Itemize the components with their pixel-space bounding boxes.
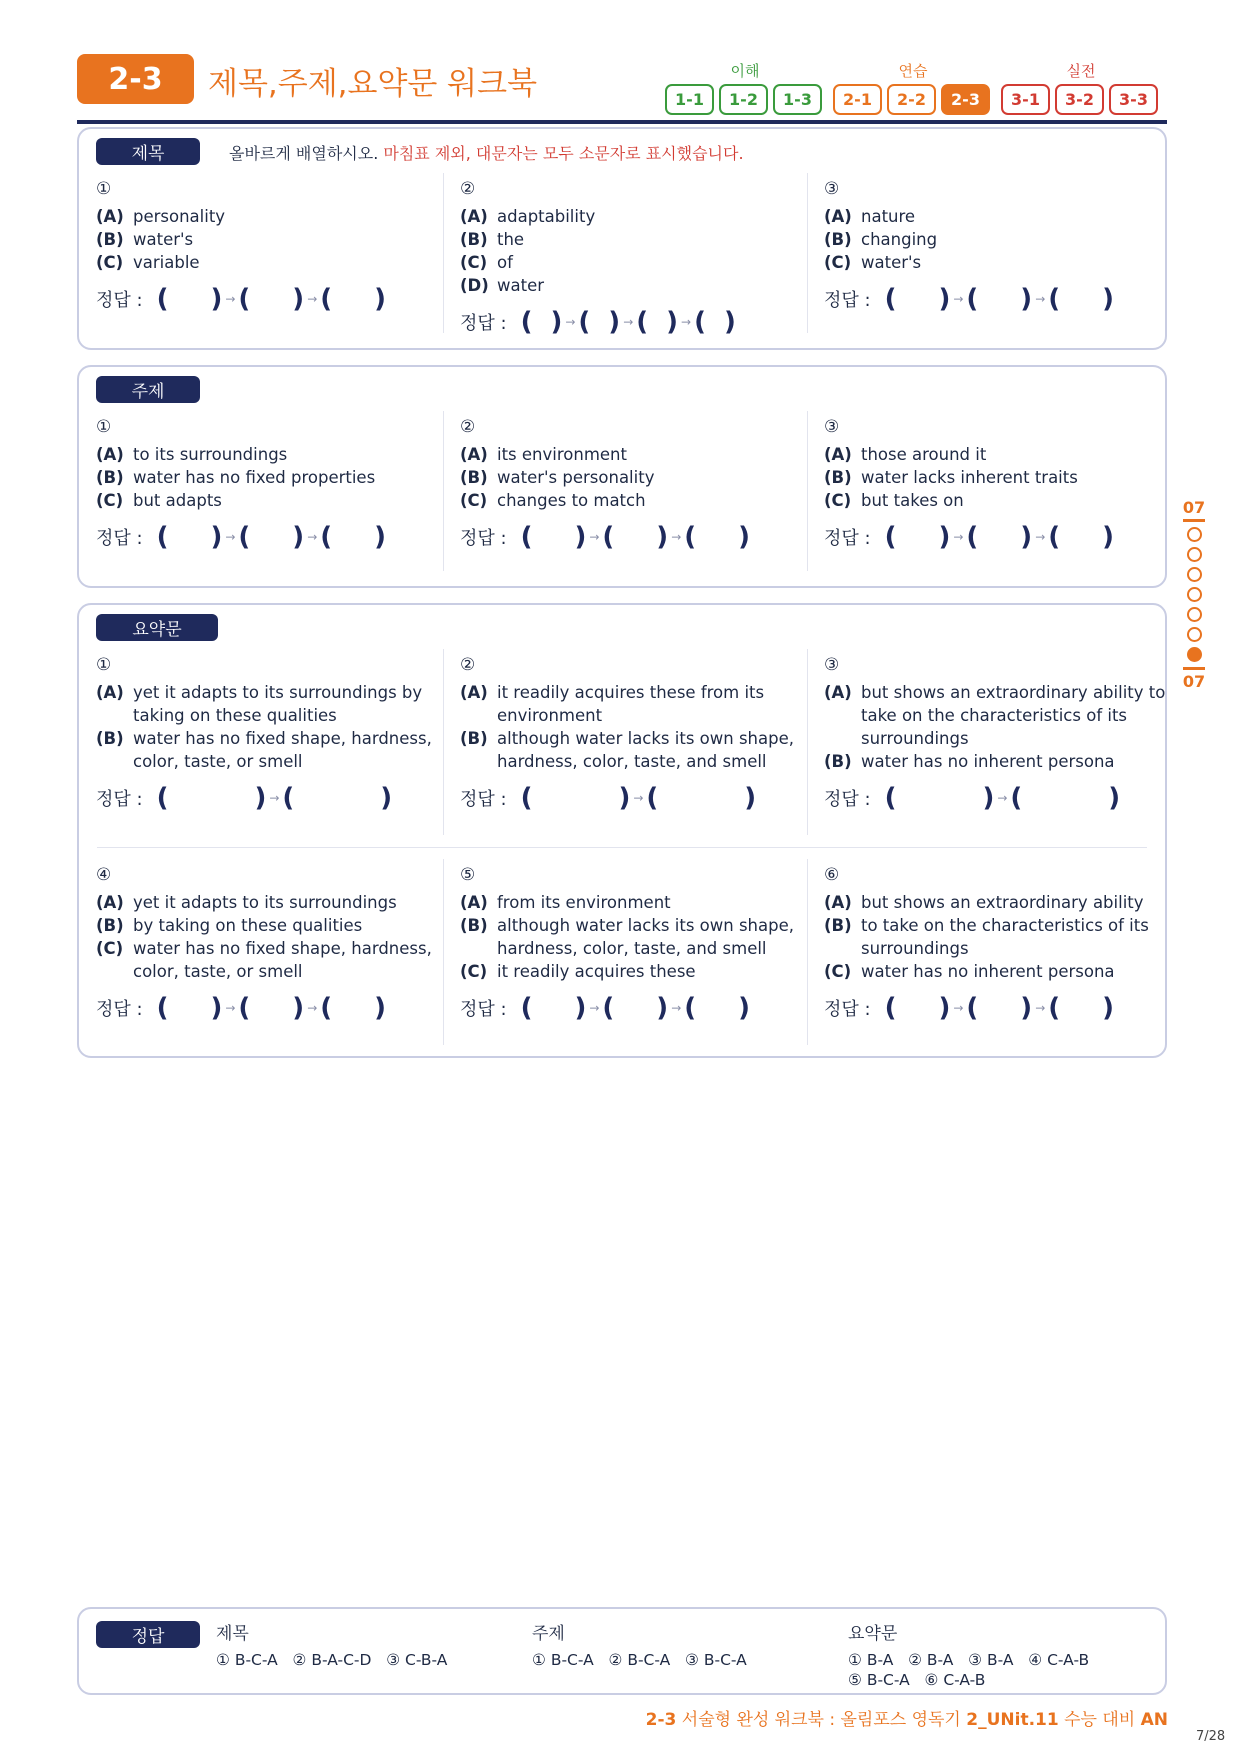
option-line <box>96 466 441 489</box>
option-line <box>460 891 805 914</box>
option-text: changing <box>861 230 938 249</box>
page-dot-icon <box>1187 627 1202 642</box>
section-label-summary: 요약문 <box>96 614 218 641</box>
answer-label: 정답 : <box>460 528 507 549</box>
option-line <box>460 681 805 727</box>
option-text: but adapts <box>133 491 222 510</box>
page-dot-icon <box>1187 547 1202 562</box>
option-letter: (A) <box>460 893 488 912</box>
option-text: water <box>497 276 545 295</box>
answer-slot[interactable]: ( ) <box>520 522 587 552</box>
answer-key-column-title: 제목 <box>216 1624 249 1644</box>
arrow-icon: → <box>997 791 1008 805</box>
answer-row <box>96 783 441 813</box>
answer-slot[interactable]: ( ) <box>684 522 751 552</box>
footer-unit: 2_UNit.11 <box>966 1710 1059 1730</box>
page-dot-icon <box>1187 527 1202 542</box>
option-line <box>96 251 441 274</box>
question-number: ① <box>96 655 112 675</box>
arrow-icon: → <box>589 530 600 544</box>
section-label-theme: 주제 <box>96 376 200 403</box>
answer-label: 정답 : <box>824 290 871 311</box>
option-text: nature <box>861 207 916 226</box>
row-divider <box>97 847 1147 848</box>
indicator-dots <box>1180 527 1208 662</box>
answer-slot[interactable]: ( ) <box>520 993 587 1023</box>
tab-2-2[interactable]: 2-2 <box>887 84 936 115</box>
question-number: ⑤ <box>460 865 476 885</box>
question-number: ② <box>460 417 476 437</box>
tab-3-3[interactable]: 3-3 <box>1109 84 1158 115</box>
answer-slot[interactable]: ( ) <box>966 993 1033 1023</box>
question-summary-5 <box>460 865 805 1023</box>
option-text: adaptability <box>497 207 596 226</box>
option-line <box>824 251 1169 274</box>
tab-3-2[interactable]: 3-2 <box>1055 84 1104 115</box>
arrow-icon: → <box>269 791 280 805</box>
answer-label: 정답 : <box>96 290 143 311</box>
arrow-icon: → <box>623 315 634 329</box>
option-line <box>96 937 441 983</box>
option-text: to its surroundings <box>133 445 288 464</box>
answer-row <box>824 783 1169 813</box>
answer-key-column-title: 주제 <box>532 1624 565 1644</box>
option-line <box>824 750 1169 773</box>
option-letter: (B) <box>460 468 488 487</box>
answer-slot[interactable]: ( ) <box>1048 284 1115 314</box>
option-text: of <box>497 253 513 272</box>
option-line <box>96 489 441 512</box>
section-theme <box>77 365 1167 588</box>
footer-text-2: 수능 대비 <box>1058 1710 1141 1730</box>
answer-key-items: ① B-A ② B-A ③ B-A ④ C-A-B ⑤ B-C-A ⑥ C-A-B <box>848 1651 1090 1689</box>
answer-key-summary <box>848 1619 1089 1690</box>
column-divider <box>443 859 444 1045</box>
answer-slot[interactable]: ( ) <box>1048 522 1115 552</box>
question-summary-3 <box>824 655 1169 813</box>
answer-key-column-title: 요약문 <box>848 1624 898 1644</box>
group-label-understand: 이해 <box>730 62 760 80</box>
option-letter: (B) <box>96 729 124 748</box>
question-theme-3 <box>824 417 1169 552</box>
option-letter: (A) <box>96 683 124 702</box>
option-text: changes to match <box>497 491 646 510</box>
option-line <box>96 205 441 228</box>
answer-slot[interactable]: ( ) <box>520 783 631 813</box>
option-text: water's <box>133 230 194 249</box>
answer-row <box>460 993 805 1023</box>
option-letter: (A) <box>460 207 488 226</box>
answer-slot[interactable]: ( ) <box>238 284 305 314</box>
option-line <box>96 914 441 937</box>
option-text: water has no fixed shape, hardness, color, taste, or smell <box>133 939 432 981</box>
option-line <box>96 681 441 727</box>
option-line <box>824 489 1169 512</box>
answer-slot[interactable]: ( ) <box>282 783 393 813</box>
option-letter: (A) <box>824 893 852 912</box>
tab-1-3[interactable]: 1-3 <box>773 84 822 115</box>
footer-lesson: 2-3 <box>645 1710 677 1730</box>
answer-slot[interactable]: ( ) <box>320 993 387 1023</box>
answer-key-label: 정답 <box>96 1621 200 1648</box>
arrow-icon: → <box>307 530 318 544</box>
answer-row <box>96 284 441 314</box>
arrow-icon: → <box>225 1001 236 1015</box>
option-letter: (A) <box>460 683 488 702</box>
option-text: by taking on these qualities <box>133 916 363 935</box>
page-number: 7/28 <box>1196 1729 1226 1744</box>
question-summary-2 <box>460 655 805 813</box>
answer-row <box>460 522 805 552</box>
option-text: the <box>497 230 525 249</box>
answer-slot[interactable]: ( ) <box>602 993 669 1023</box>
option-letter: (C) <box>824 962 852 981</box>
arrow-icon: → <box>1035 530 1046 544</box>
question-number: ③ <box>824 179 840 199</box>
answer-label: 정답 : <box>460 789 507 810</box>
option-letter: (D) <box>460 276 489 295</box>
option-letter: (A) <box>96 445 124 464</box>
option-line <box>460 960 805 983</box>
option-line <box>460 914 805 960</box>
question-number: ⑥ <box>824 865 840 885</box>
option-text: it readily acquires these from its environment <box>497 683 765 725</box>
lesson-badge: 2-3 <box>77 54 194 104</box>
arrow-icon: → <box>953 530 964 544</box>
question-title-3 <box>824 179 1169 314</box>
option-text: but takes on <box>861 491 964 510</box>
option-text: although water lacks its own shape, hardness, color, taste, and smell <box>497 729 794 771</box>
option-letter: (A) <box>96 893 124 912</box>
page-dot-icon <box>1187 587 1202 602</box>
arrow-icon: → <box>589 1001 600 1015</box>
tabs-practice <box>833 84 990 115</box>
tab-3-1[interactable]: 3-1 <box>1001 84 1050 115</box>
option-line <box>824 466 1169 489</box>
answer-key-theme <box>532 1619 747 1670</box>
answer-slot[interactable]: ( ) <box>1010 783 1121 813</box>
option-line <box>824 914 1169 960</box>
group-real <box>1001 60 1161 81</box>
answer-slot[interactable]: ( ) <box>966 284 1033 314</box>
option-letter: (B) <box>96 468 124 487</box>
option-line <box>824 205 1169 228</box>
arrow-icon: → <box>225 530 236 544</box>
question-theme-2 <box>460 417 805 552</box>
arrow-icon: → <box>953 292 964 306</box>
group-label-practice: 연습 <box>898 62 928 80</box>
answer-slot[interactable]: ( ) <box>156 993 223 1023</box>
option-line <box>824 960 1169 983</box>
option-text: water lacks inherent traits <box>861 468 1078 487</box>
option-line <box>96 228 441 251</box>
option-line <box>824 891 1169 914</box>
option-letter: (C) <box>96 491 124 510</box>
answer-row <box>460 783 805 813</box>
answer-slot[interactable]: ( ) <box>966 522 1033 552</box>
answer-label: 정답 : <box>824 528 871 549</box>
option-letter: (B) <box>96 230 124 249</box>
page-indicator-bottom: 07 <box>1182 672 1206 691</box>
option-text: yet it adapts to its surroundings <box>133 893 397 912</box>
column-divider <box>443 173 444 333</box>
option-line <box>460 489 805 512</box>
tab-2-3[interactable]: 2-3 <box>941 84 990 115</box>
arrow-icon: → <box>633 791 644 805</box>
option-letter: (C) <box>460 962 488 981</box>
group-label-real: 실전 <box>1066 62 1096 80</box>
option-text: although water lacks its own shape, hardness, color, taste, and smell <box>497 916 794 958</box>
option-letter: (B) <box>824 230 852 249</box>
option-letter: (A) <box>460 445 488 464</box>
answer-row <box>824 993 1169 1023</box>
answer-row <box>96 993 441 1023</box>
answer-slot[interactable]: ( ) <box>238 522 305 552</box>
column-divider <box>807 173 808 333</box>
column-divider <box>807 411 808 571</box>
answer-label: 정답 : <box>460 999 507 1020</box>
group-understand <box>665 60 825 81</box>
footer-text: 서술형 완성 워크북 : 올림포스 영독기 <box>676 1710 967 1730</box>
question-theme-1 <box>96 417 441 552</box>
tab-1-1[interactable]: 1-1 <box>665 84 714 115</box>
answer-slot[interactable]: ( ) <box>884 284 951 314</box>
answer-slot[interactable]: ( ) <box>694 307 736 337</box>
option-text: but shows an extraordinary ability to take on the characteristics of its surroundings <box>861 683 1166 748</box>
answer-key-items: ① B-C-A ② B-C-A ③ B-C-A <box>532 1651 747 1669</box>
page-indicator-top: 07 <box>1182 498 1206 517</box>
answer-slot[interactable]: ( ) <box>520 307 563 337</box>
option-line <box>824 443 1169 466</box>
answer-slot[interactable]: ( ) <box>320 284 387 314</box>
answer-row <box>824 284 1169 314</box>
option-text: water has no inherent persona <box>861 752 1115 771</box>
arrow-icon: → <box>1035 292 1046 306</box>
option-text: water has no fixed properties <box>133 468 376 487</box>
option-letter: (B) <box>460 230 488 249</box>
option-line <box>460 727 805 773</box>
group-practice <box>833 60 993 81</box>
section-summary <box>77 603 1167 1058</box>
option-text: water has no inherent persona <box>861 962 1115 981</box>
column-divider <box>807 859 808 1045</box>
answer-slot[interactable]: ( ) <box>320 522 387 552</box>
option-letter: (C) <box>460 491 488 510</box>
page-dot-icon <box>1187 607 1202 622</box>
option-line <box>460 466 805 489</box>
question-title-1 <box>96 179 441 314</box>
question-number: ① <box>96 417 112 437</box>
question-number: ② <box>460 655 476 675</box>
page-title: 제목,주제,요약문 워크북 <box>208 66 538 102</box>
option-letter: (A) <box>824 683 852 702</box>
page-dot-icon <box>1187 567 1202 582</box>
arrow-icon: → <box>681 315 692 329</box>
option-text: to take on the characteristics of its surroundings <box>861 916 1149 958</box>
answer-label: 정답 : <box>824 999 871 1020</box>
answer-slot[interactable]: ( ) <box>646 783 757 813</box>
question-number: ② <box>460 179 476 199</box>
question-number: ③ <box>824 655 840 675</box>
tabs-understand <box>665 84 822 115</box>
tab-2-1[interactable]: 2-1 <box>833 84 882 115</box>
option-text: water's personality <box>497 468 655 487</box>
answer-row <box>460 307 805 337</box>
answer-slot[interactable]: ( ) <box>156 284 223 314</box>
option-line <box>824 228 1169 251</box>
column-divider <box>443 411 444 571</box>
option-line <box>96 443 441 466</box>
answer-slot[interactable]: ( ) <box>1048 993 1115 1023</box>
option-letter: (A) <box>824 445 852 464</box>
header-rule <box>77 120 1167 124</box>
option-letter: (B) <box>460 729 488 748</box>
answer-key-box <box>77 1607 1167 1695</box>
option-text: it readily acquires these <box>497 962 696 981</box>
arrow-icon: → <box>225 292 236 306</box>
answer-label: 정답 : <box>824 789 871 810</box>
option-line <box>460 251 805 274</box>
arrow-icon: → <box>307 1001 318 1015</box>
answer-slot[interactable]: ( ) <box>884 522 951 552</box>
current-page-dot-icon <box>1187 647 1202 662</box>
option-letter: (C) <box>96 939 124 958</box>
option-letter: (C) <box>824 253 852 272</box>
column-divider <box>807 649 808 835</box>
question-summary-4 <box>96 865 441 1023</box>
answer-slot[interactable]: ( ) <box>156 522 223 552</box>
option-text: variable <box>133 253 200 272</box>
section-label-title: 제목 <box>96 138 200 165</box>
option-letter: (B) <box>824 916 852 935</box>
question-number: ③ <box>824 417 840 437</box>
question-number: ④ <box>96 865 112 885</box>
tab-1-2[interactable]: 1-2 <box>719 84 768 115</box>
page-indicator <box>1180 498 1208 691</box>
answer-label: 정답 : <box>460 313 507 334</box>
option-line <box>460 443 805 466</box>
arrow-icon: → <box>671 530 682 544</box>
answer-slot[interactable]: ( ) <box>156 783 267 813</box>
answer-slot[interactable]: ( ) <box>238 993 305 1023</box>
answer-slot[interactable]: ( ) <box>884 993 951 1023</box>
option-line <box>96 727 441 773</box>
question-summary-6 <box>824 865 1169 1023</box>
question-number: ① <box>96 179 112 199</box>
option-line <box>460 274 805 297</box>
answer-key-title <box>216 1619 447 1670</box>
instruction <box>229 141 744 164</box>
instruction-note: 마침표 제외, 대문자는 모두 소문자로 표시했습니다. <box>378 144 744 163</box>
option-letter: (C) <box>460 253 488 272</box>
section-title <box>77 127 1167 350</box>
answer-row <box>96 522 441 552</box>
tabs-real <box>1001 84 1158 115</box>
answer-slot[interactable]: ( ) <box>684 993 751 1023</box>
option-letter: (A) <box>824 207 852 226</box>
option-letter: (B) <box>824 468 852 487</box>
option-letter: (B) <box>460 916 488 935</box>
answer-slot[interactable]: ( ) <box>636 307 679 337</box>
option-text: water's <box>861 253 922 272</box>
answer-key-items: ① B-C-A ② B-A-C-D ③ C-B-A <box>216 1651 448 1669</box>
option-text: personality <box>133 207 226 226</box>
arrow-icon: → <box>565 315 576 329</box>
answer-slot[interactable]: ( ) <box>884 783 995 813</box>
option-letter: (B) <box>96 916 124 935</box>
option-line <box>96 891 441 914</box>
option-letter: (C) <box>824 491 852 510</box>
question-title-2 <box>460 179 805 337</box>
option-letter: (C) <box>96 253 124 272</box>
question-summary-1 <box>96 655 441 813</box>
footer <box>646 1705 1168 1730</box>
option-text: but shows an extraordinary ability <box>861 893 1144 912</box>
footer-end: AN <box>1140 1710 1168 1730</box>
answer-label: 정답 : <box>96 999 143 1020</box>
option-line <box>460 205 805 228</box>
answer-row <box>824 522 1169 552</box>
option-text: water has no fixed shape, hardness, color, taste, or smell <box>133 729 432 771</box>
option-letter: (A) <box>96 207 124 226</box>
option-text: those around it <box>861 445 987 464</box>
answer-label: 정답 : <box>96 789 143 810</box>
option-text: its environment <box>497 445 627 464</box>
option-line <box>824 681 1169 750</box>
arrow-icon: → <box>1035 1001 1046 1015</box>
answer-label: 정답 : <box>96 528 143 549</box>
option-text: from its environment <box>497 893 671 912</box>
indicator-bar <box>1183 519 1205 522</box>
column-divider <box>443 649 444 835</box>
arrow-icon: → <box>671 1001 682 1015</box>
instruction-main: 올바르게 배열하시오. <box>229 144 379 163</box>
answer-slot[interactable]: ( ) <box>578 307 621 337</box>
option-line <box>460 228 805 251</box>
option-letter: (B) <box>824 752 852 771</box>
arrow-icon: → <box>307 292 318 306</box>
answer-slot[interactable]: ( ) <box>602 522 669 552</box>
indicator-bar <box>1183 667 1205 670</box>
option-text: yet it adapts to its surroundings by taking on these qualities <box>133 683 423 725</box>
arrow-icon: → <box>953 1001 964 1015</box>
